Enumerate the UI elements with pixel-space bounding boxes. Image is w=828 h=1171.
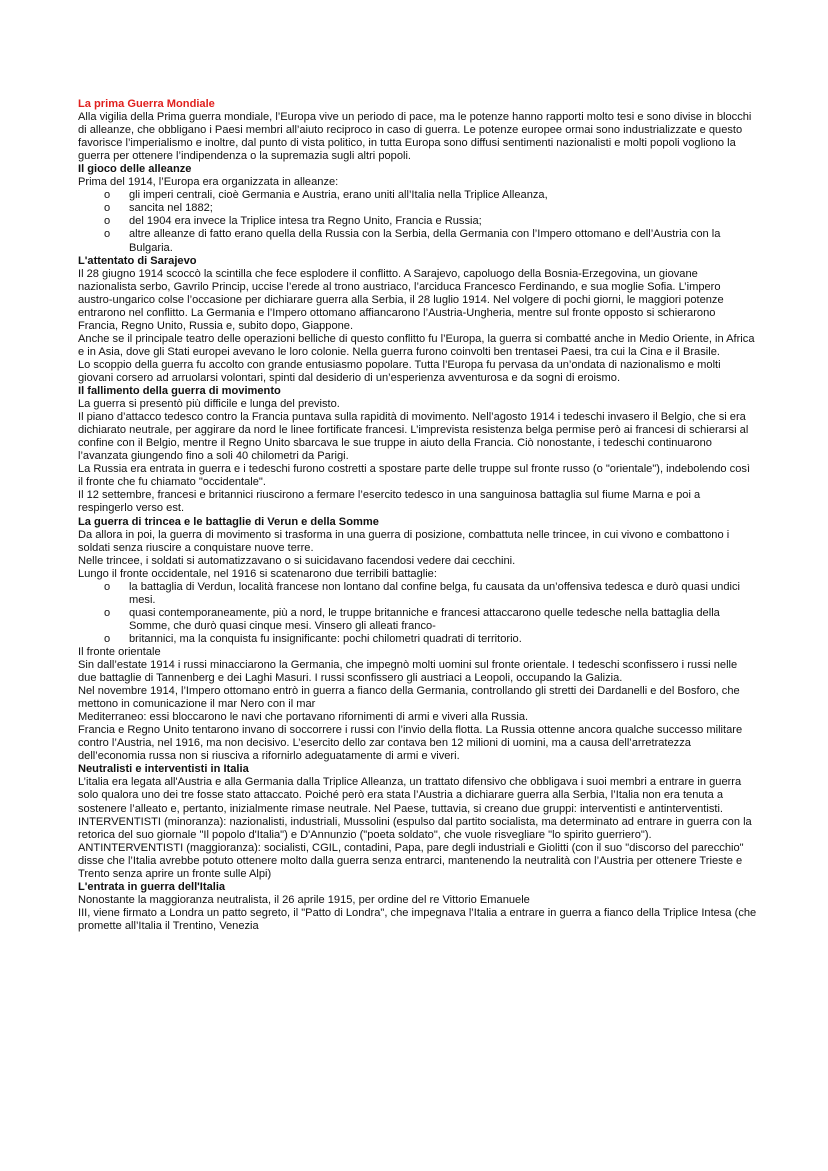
- list-item: o altre alleanze di fatto erano quella della Russia con la Serbia, della Germania con l’Impero ottomano e dell’Austria con la Bulgaria.: [104, 228, 721, 254]
- alliances-list: [78, 189, 758, 254]
- list-item: o del 1904 era invece la Triplice intesa tra Regno Unito, Francia e Russia;: [104, 215, 482, 228]
- paragraph: La Russia era entrata in guerra e i tedeschi furono costretti a spostare parte delle truppe sul fronte russo (o "orientale"), indebolendo così il fronte che fu chiamato "occidentale".: [78, 463, 751, 489]
- document-page: [78, 98, 758, 933]
- paragraph: Prima del 1914, l’Europa era organizzata in alleanze:: [78, 176, 339, 189]
- bullet-icon: o: [104, 632, 111, 645]
- paragraph: Il 28 giugno 1914 scoccò la scintilla che fece esplodere il conflitto. A Sarajevo, capoluogo della Bosnia-Erzegovina, un giovane nazionalista serbo, Gavrilo Princip, uccise l’erede al trono austriaco, l’arciduca Francesco Ferdinando, e sua moglie Sofia. L’impero austro-ungarico colse l’occasione per dichiarare guerra alla Serbia, il 28 luglio 1914. Nel volgere di pochi giorni, le maggiori potenze entrarono nel conflitto. La Germania e l’Impero ottomano affiancarono l’Austria-Ungheria, mentre sul fronte opposto si schierarono Francia, Regno Unito, Russia e, subito dopo, Giappone.: [78, 267, 724, 332]
- section-heading-sarajevo: L'attentato di Sarajevo: [78, 254, 197, 267]
- section-heading-alleanze: Il gioco delle alleanze: [78, 163, 192, 176]
- paragraph: Nelle trincee, i soldati si automatizzavano o si suicidavano facendosi vedere dai cecchini.: [78, 554, 516, 567]
- paragraph: Il piano d’attacco tedesco contro la Francia puntava sulla rapidità di movimento. Nell’agosto 1914 i tedeschi invasero il Belgio, che si era dichiarato neutrale, per aggirare da nord le linee fortificate francesi. L’imprevista resistenza belga permise però ai francesi di schierarsi al confine con il Belgio, mentre il Regno Unito sbarcava le sue truppe in aiuto della Francia. Ciò nonostante, i tedeschi continuarono l’avanzata giungendo fino a soli 40 chilometri da Parigi.: [78, 411, 749, 463]
- paragraph: Francia e Regno Unito tentarono invano di soccorrere i russi con l’invio della flotta. La Russia ottenne ancora qualche successo militare contro l’Austria, nel 1916, ma non decisivo. L’esercito dello zar contava ben 12 milioni di uomini, ma a causa dell’arretratezza dell’economia russa non si riusciva a rifornirlo adeguatamente di armi e viveri.: [78, 724, 743, 763]
- paragraph: Lungo il fronte occidentale, nel 1916 si scatenarono due terribili battaglie:: [78, 567, 437, 580]
- paragraph: Nonostante la maggioranza neutralista, il 26 aprile 1915, per ordine del re Vittorio Emanuele: [78, 893, 530, 906]
- paragraph: Sin dall’estate 1914 i russi minacciarono la Germania, che impegnò molti uomini sul fronte orientale. I tedeschi sconfissero i russi nelle due battaglie di Tannenberg e dei Laghi Masuri. I russi sconfissero gli austriaci a Leopoli, occupando la Galizia.: [78, 659, 738, 685]
- paragraph: ANTINTERVENTISTI (maggioranza): socialisti, CGIL, contadini, Papa, pare degli industriali e Giolitti (con il suo "discorso del parecchio" disse che l’Italia avrebbe potuto ottenere molto dalla guerra senza entrarci, mantenendo la neutralità con l’Austria per ottenere Trieste e Trento senza aprire un fronte sulle Alpi): [78, 841, 744, 880]
- list-item: o gli imperi centrali, cioè Germania e Austria, erano uniti all’Italia nella Triplice Alleanza,: [104, 189, 548, 202]
- battles-list: [78, 581, 758, 646]
- paragraph: Nel novembre 1914, l’Impero ottomano entrò in guerra a fianco della Germania, controllando gli stretti dei Dardanelli e del Bosforo, che mettono in comunicazione il mar Nero con il mar: [78, 685, 740, 711]
- document-title: La prima Guerra Mondiale: [78, 98, 215, 110]
- intro-paragraph: Alla vigilia della Prima guerra mondiale, l’Europa vive un periodo di pace, ma le potenze hanno rapporti molto tesi e sono divise in blocchi di alleanze, che obbligano i Paesi membri all’aiuto reciproco in caso di guerra. Le potenze europee ormai sono industrializzate e questo favorisce l’imperialismo e inoltre, dal punto di vista politico, in tutta Europa sono diffusi sentimenti nazionalisti e molti popoli vogliono la guerra per ottenere l’indipendenza o la supremazia sugli altri popoli.: [78, 111, 752, 163]
- section-heading-neutralisti: Neutralisti e interventisti in Italia: [78, 763, 249, 776]
- section-heading-entrata: L'entrata in guerra dell'Italia: [78, 880, 226, 893]
- list-item: o britannici, ma la conquista fu insignificante: pochi chilometri quadrati di territorio.: [104, 632, 522, 645]
- paragraph: L’italia era legata all'Austria e alla Germania dalla Triplice Alleanza, un trattato difensivo che obbligava i suoi membri a entrare in guerra solo qualora uno dei tre fosse stato attaccato. Poiché però era stata l’Austria a dichiarare guerra alla Serbia, l’Italia non era tenuta a sostenere l’alleato e, pertanto, inizialmente rimase neutrale. Nel Paese, tuttavia, si creano due gruppi: interventisti e antinterventisti. INTERVENTISTI (minoranza): nazionalisti, industriali, Mussolini (espulso dal partito socialista, ma determinato ad entrare in guerra con la retorica del suo giornale "Il popolo d'Italia") e D'Annunzio ("poeta soldato", che vuole risvegliare "lo spirito guerriero").: [78, 776, 752, 841]
- paragraph: Lo scoppio della guerra fu accolto con grande entusiasmo popolare. Tutta l’Europa fu pervasa da un’ondata di nazionalismo e molti giovani corsero ad arruolarsi volontari, spinti dal desiderio di un’esperienza avventurosa e da sogni di eroismo.: [78, 358, 721, 384]
- paragraph: Anche se il principale teatro delle operazioni belliche di questo conflitto fu l’Europa, la guerra si combatté anche in Medio Oriente, in Africa e in Asia, dove gli Stati europei avevano le loro colonie. Nella guerra furono coinvolti ben trentasei Paesi, tra cui la Cina e il Brasile.: [78, 332, 755, 358]
- bullet-icon: o: [104, 189, 111, 202]
- bullet-icon: o: [104, 580, 111, 593]
- list-item: o quasi contemporaneamente, più a nord, le truppe britanniche e francesi attaccarono quelle tedesche nella battaglia della Somme, che durò quasi cinque mesi. Vinsero gli alleati franco-: [104, 606, 720, 632]
- section-heading-trincea: La guerra di trincea e le battaglie di Verun e della Somme: [78, 515, 379, 528]
- list-item: o la battaglia di Verdun, località francese non lontano dal confine belga, fu causata da un’offensiva tedesca e durò quasi undici mesi.: [104, 580, 740, 606]
- section-heading-movimento: Il fallimento della guerra di movimento: [78, 385, 281, 398]
- bullet-icon: o: [104, 215, 111, 228]
- bullet-icon: o: [104, 228, 111, 241]
- paragraph: III, viene firmato a Londra un patto segreto, il "Patto di Londra", che impegnava l’Italia a entrare in guerra a fianco della Triplice Intesa (che promette all’Italia il Trentino, Venezia: [78, 906, 757, 932]
- bullet-icon: o: [104, 202, 111, 215]
- paragraph: Mediterraneo: essi bloccarono le navi che portavano rifornimenti di armi e viveri alla Russia.: [78, 711, 529, 724]
- section-heading-orientale: Il fronte orientale: [78, 645, 161, 658]
- paragraph: La guerra si presentò più difficile e lunga del previsto.: [78, 398, 340, 411]
- list-item: o sancita nel 1882;: [104, 202, 213, 215]
- paragraph: Il 12 settembre, francesi e britannici riuscirono a fermare l’esercito tedesco in una sanguinosa battaglia sul fiume Marna e poi a respingerlo verso est.: [78, 489, 701, 515]
- paragraph: Da allora in poi, la guerra di movimento si trasforma in una guerra di posizione, combattuta nelle trincee, in cui vivono e combattono i soldati senza riuscire a conquistare nuove terre.: [78, 528, 730, 554]
- bullet-icon: o: [104, 606, 111, 619]
